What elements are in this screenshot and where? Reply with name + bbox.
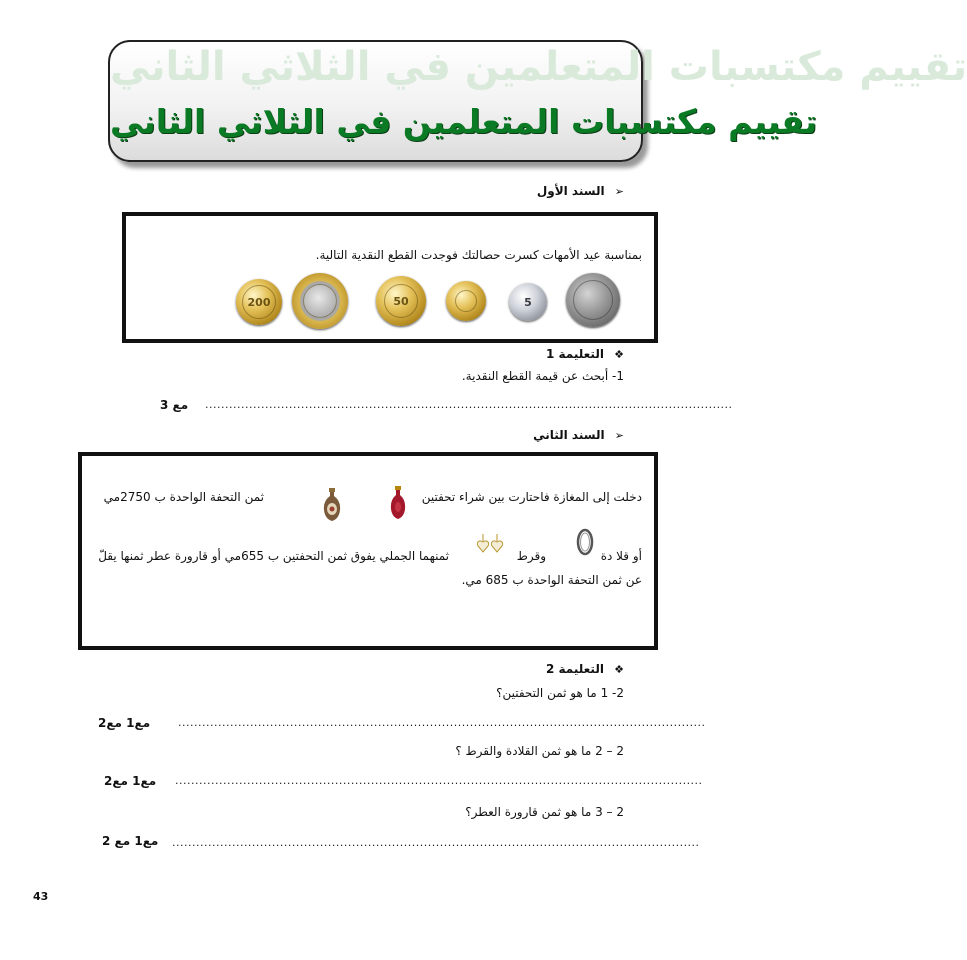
answer-line-2-3[interactable]: .................................................................................................................................... (172, 836, 700, 849)
score-label-1: مع 3 (160, 398, 189, 412)
section2-line2-part3: ثمنهما الجملي يفوق ثمن التحفتين ب 655مي أو قارورة عطر ثمنها يقلّ (98, 549, 449, 563)
necklace-icon (575, 528, 595, 558)
section2-box (78, 452, 658, 650)
diamond-bullet-icon: ❖ (614, 348, 624, 361)
arrow-bullet-icon: ➢ (614, 429, 624, 442)
section2-line1-part1: دخلت إلى المغازة فاحتارت بين شراء تحفتين (421, 490, 642, 504)
coin-gold-small-icon (446, 281, 486, 321)
coin-50-icon (376, 276, 426, 326)
instruction1-heading (546, 347, 624, 361)
instruction1-question: 1- أبحث عن قيمة القطع النقدية. (461, 369, 624, 383)
section2-line2-part1: أو قلا دة (600, 549, 642, 563)
coin-bimetal-portrait-icon (292, 273, 348, 329)
instruction2-question-2: 2 – 2 ما هو ثمن القلادة والقرط ؟ (455, 744, 624, 758)
score-label-2-1: مع1 مع2 (98, 716, 151, 730)
score-label-2-3: مع1 مع 2 (102, 834, 159, 848)
instruction1-heading-text: التعليمة 1 (545, 347, 604, 361)
banner-title: تقييم مكتسبات المتعلمين في الثلاثي الثاني (110, 102, 818, 141)
section2-heading-text: السند الثاني (533, 428, 605, 442)
red-vase-icon (389, 486, 407, 520)
ornate-vase-icon (322, 488, 342, 522)
banner-watermark-text: تقييم مكتسبات المتعلمين في الثلاثي الثاني (110, 44, 967, 90)
answer-line-2-1[interactable]: .................................................................................................................................... (178, 716, 706, 729)
instruction2-question-1: 2- 1 ما هو ثمن التحفتين؟ (496, 686, 624, 700)
section2-line1-part2: ثمن التحفة الواحدة ب 2750مي (103, 490, 264, 504)
instruction2-heading (546, 662, 624, 676)
answer-line-1[interactable]: .................................................................................................................................... (205, 398, 733, 411)
section2-line2-part2: وقرط (516, 549, 546, 563)
diamond-bullet-icon: ❖ (614, 663, 624, 676)
instruction2-question-3: 2 – 3 ما هو ثمن قارورة العطر؟ (465, 805, 624, 819)
score-label-2-2: مع1 مع2 (104, 774, 157, 788)
coin-200-label: 200 (247, 295, 271, 309)
coin-dark-large-icon (566, 273, 620, 327)
page-number: 43 (33, 890, 49, 903)
section2-heading (533, 428, 624, 442)
section1-intro: بمناسبة عيد الأمهات كسرت حصالتك فوجدت القطع النقدية التالية. (315, 248, 642, 262)
coin-5-icon (509, 283, 547, 321)
coin-5-label: 5 (524, 295, 532, 309)
section2-line3: عن ثمن التحفة الواحدة ب 685 مي. (461, 573, 642, 587)
section1-box (122, 212, 658, 343)
coin-200-icon (236, 279, 282, 325)
section1-heading-text: السند الأول (536, 184, 605, 198)
coin-50-label: 50 (393, 294, 409, 308)
section1-heading (537, 184, 624, 198)
instruction2-heading-text: التعليمة 2 (545, 662, 604, 676)
earrings-icon (475, 534, 505, 556)
arrow-bullet-icon: ➢ (614, 185, 624, 198)
answer-line-2-2[interactable]: .................................................................................................................................... (175, 774, 703, 787)
title-banner (108, 40, 967, 162)
